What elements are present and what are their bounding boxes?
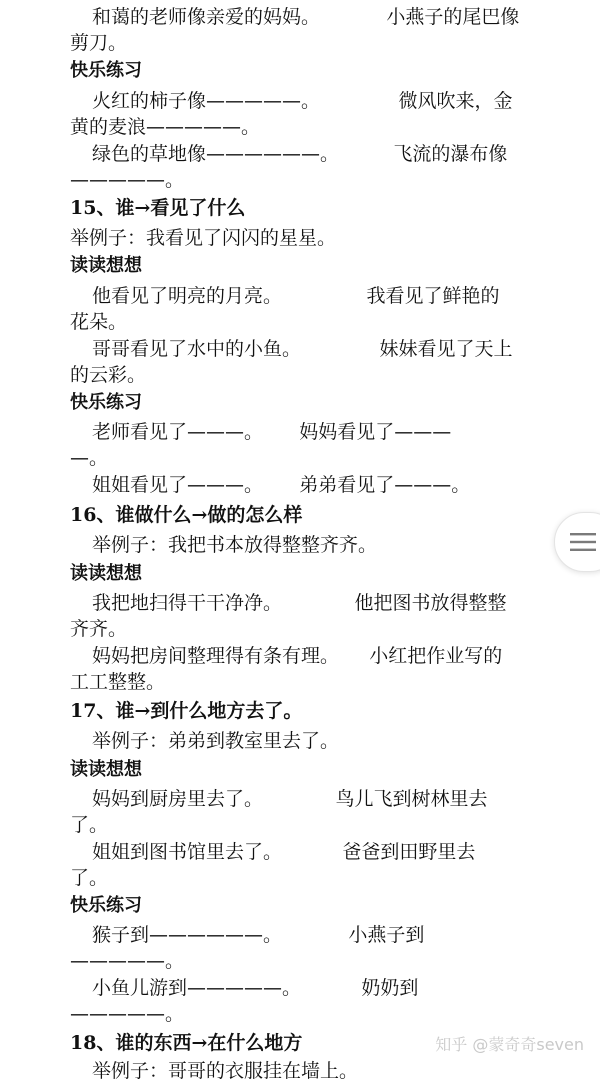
line-27: 举例子：弟弟到教室里去了。 (92, 730, 340, 752)
section-heading: 读读想想 (70, 255, 142, 276)
line-9: 举例子：我看见了闪闪的星星。 (70, 227, 337, 249)
line-20: 举例子：我把书本放得整整齐齐。 (92, 534, 378, 556)
line-32: 了。 (70, 867, 109, 889)
section-heading: 读读想想 (70, 563, 142, 584)
line-23: 齐齐。 (70, 618, 128, 640)
line-34: 猴子到——————。 小燕子到 (92, 924, 425, 946)
line-39: 举例子：哥哥的衣服挂在墙上。 (92, 1060, 359, 1082)
section-heading: 快乐练习 (70, 60, 142, 81)
line-24: 妈妈把房间整理得有条有理。 小红把作业写的 (92, 645, 503, 667)
line-17: —。 (70, 447, 109, 469)
watermark: 知乎 @蒙奇奇seven (435, 1035, 584, 1054)
line-12: 花朵。 (70, 311, 128, 333)
line-1: 和蔼的老师像亲爱的妈妈。 小燕子的尾巴像 (92, 6, 520, 28)
line-13: 哥哥看见了水中的小鱼。 妹妹看见了天上 (92, 338, 513, 360)
section-heading: 读读想想 (70, 759, 142, 780)
section-title-16: 16、谁做什么→做的怎么样 (70, 504, 303, 526)
line-35: —————。 (70, 950, 185, 972)
line-22: 我把地扫得干干净净。 他把图书放得整整 (92, 592, 507, 614)
line-29: 妈妈到厨房里去了。 鸟儿飞到树林里去 (92, 788, 488, 810)
section-title-15: 15、谁→看见了什么 (70, 197, 246, 219)
line-16: 老师看见了———。 妈妈看见了——— (92, 421, 452, 443)
line-25: 工工整整。 (70, 671, 166, 693)
line-37: —————。 (70, 1003, 185, 1025)
line-2: 剪刀。 (70, 32, 128, 54)
menu-icon (569, 532, 597, 552)
line-4: 火红的柿子像—————。 微风吹来，金 (92, 90, 513, 112)
section-heading: 快乐练习 (70, 392, 142, 413)
section-title-18: 18、谁的东西→在什么地方 (70, 1032, 303, 1054)
line-30: 了。 (70, 814, 109, 836)
line-7: —————。 (70, 169, 185, 191)
section-title-17: 17、谁→到什么地方去了。 (70, 700, 303, 722)
line-31: 姐姐到图书馆里去了。 爸爸到田野里去 (92, 841, 476, 863)
line-6: 绿色的草地像——————。 飞流的瀑布像 (92, 143, 508, 165)
line-14: 的云彩。 (70, 364, 147, 386)
line-5: 黄的麦浪—————。 (70, 116, 261, 138)
line-11: 他看见了明亮的月亮。 我看见了鲜艳的 (92, 285, 500, 307)
section-heading: 快乐练习 (70, 895, 142, 916)
line-36: 小鱼儿游到—————。 奶奶到 (92, 977, 419, 999)
line-18: 姐姐看见了———。 弟弟看见了———。 (92, 474, 471, 496)
